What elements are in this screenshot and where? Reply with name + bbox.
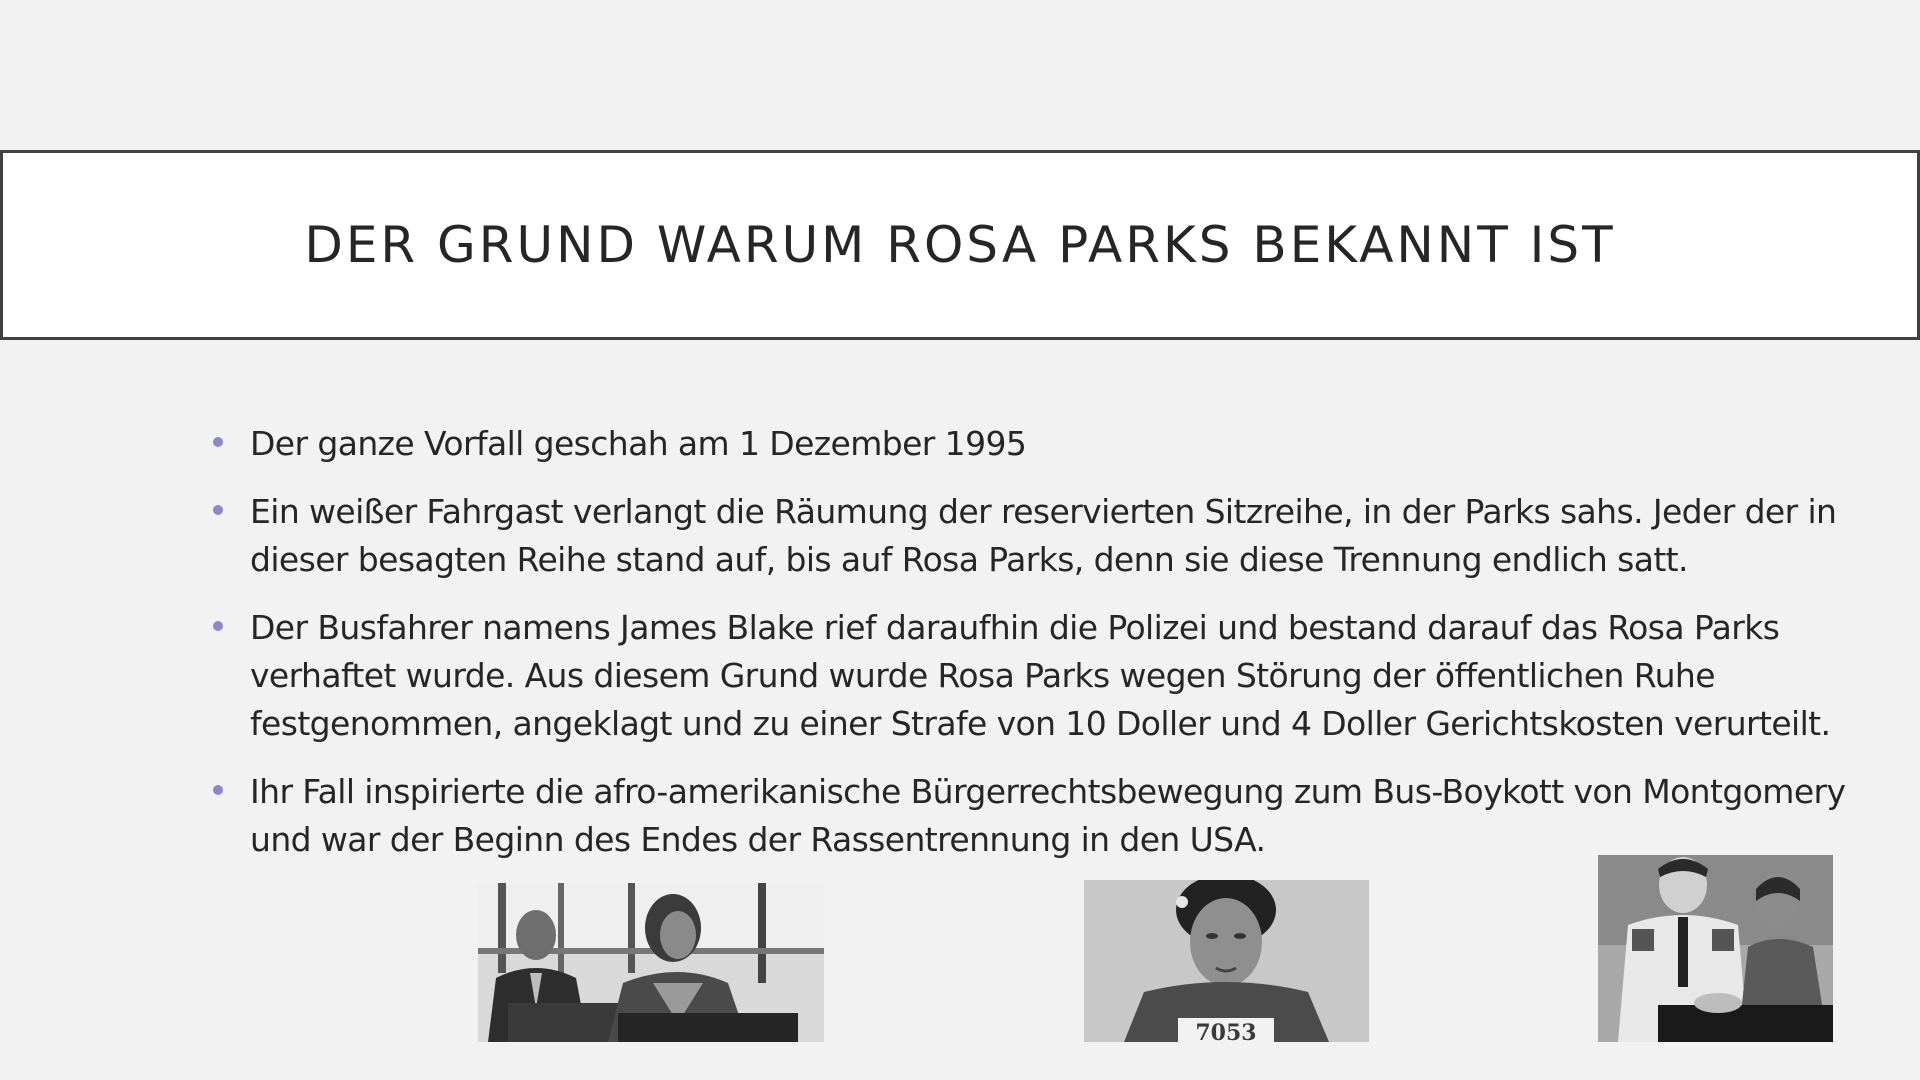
- bullet-text: Ein weißer Fahrgast verlangt die Räumung der reservierten Sitzreihe, in der Parks sahs. Jeder der in dieser besagten Reihe stand auf, bis auf Rosa Parks, denn sie diese Trennung endlich satt.: [250, 492, 1837, 579]
- bullet-item: [210, 604, 1880, 748]
- bus-photo: [478, 883, 824, 1042]
- bullet-text: Ihr Fall inspirierte die afro-amerikanische Bürgerrechtsbewegung zum Bus-Boykott von Montgomery und war der Beginn des Endes der Rassentrennung in den USA.: [250, 772, 1846, 859]
- bullet-item: [210, 488, 1880, 584]
- title-box: [0, 150, 1920, 340]
- bullet-dot-icon: [213, 785, 223, 795]
- bullet-list: [210, 420, 1880, 884]
- mugshot-photo: [1084, 880, 1369, 1042]
- fingerprint-photo: [1598, 855, 1833, 1042]
- bullet-dot-icon: [213, 505, 223, 515]
- bullet-dot-icon: [213, 621, 223, 631]
- slide-title: DER GRUND WARUM ROSA PARKS BEKANNT IST: [304, 216, 1616, 274]
- bullet-dot-icon: [213, 437, 223, 447]
- bullet-text: Der ganze Vorfall geschah am 1 Dezember 1995: [250, 424, 1027, 463]
- bullet-item: [210, 420, 1880, 468]
- bullet-item: [210, 768, 1880, 864]
- mugshot-number: 7053: [1195, 1020, 1257, 1042]
- bullet-text: Der Busfahrer namens James Blake rief daraufhin die Polizei und bestand darauf das Rosa Parks verhaftet wurde. Aus diesem Grund wurde Rosa Parks wegen Störung der öffentlichen Ruhe festgenommen, angeklagt und zu einer Strafe von 10 Doller und 4 Doller Gerichtskosten verurteilt.: [250, 608, 1831, 743]
